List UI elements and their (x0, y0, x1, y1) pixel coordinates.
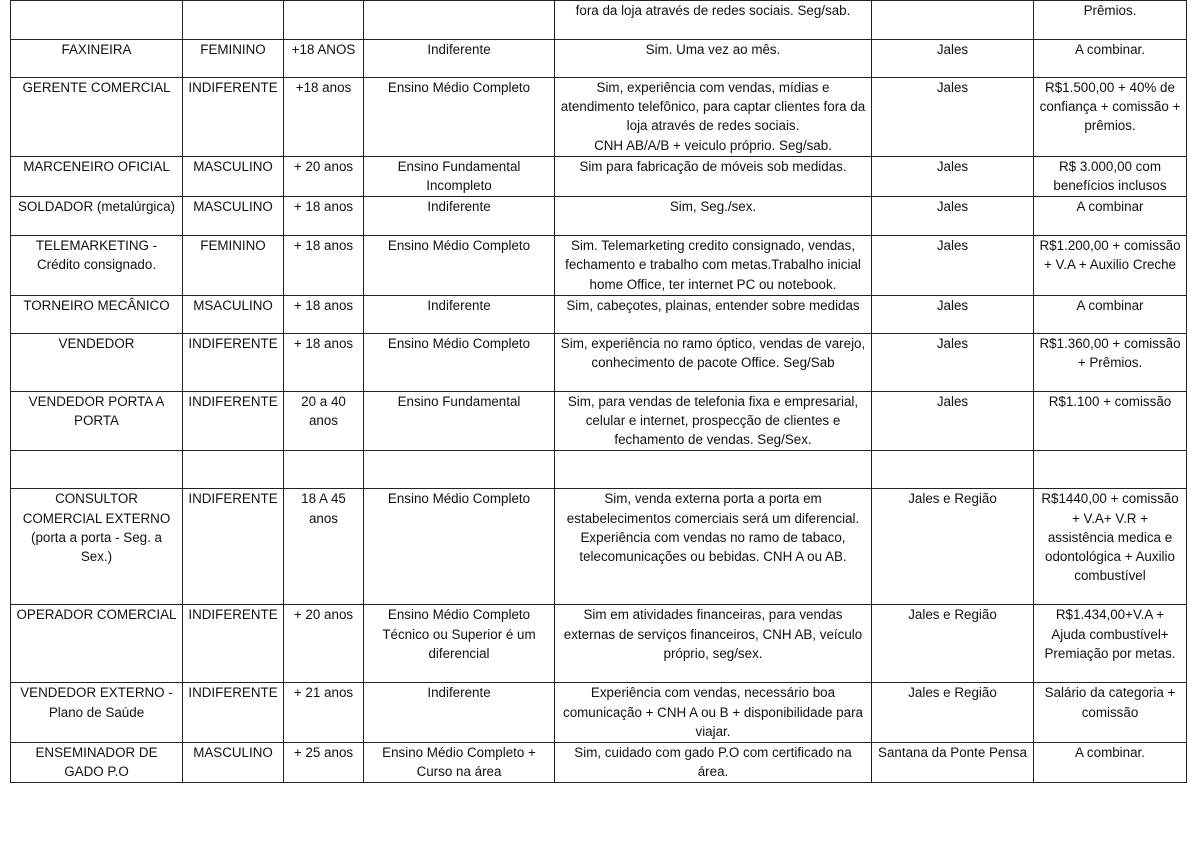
cell-gender: INDIFERENTE (183, 78, 284, 157)
cell-education: Indiferente (364, 683, 555, 743)
cell-location: Jales (872, 40, 1034, 78)
cell-role: FAXINEIRA (11, 40, 183, 78)
cell-salary: R$1.360,00 + comissão + Prêmios. (1034, 333, 1187, 391)
cell-salary: A combinar (1034, 295, 1187, 333)
cell-experience: Sim, cabeçotes, plainas, entender sobre medidas (555, 295, 872, 333)
table-row (11, 197, 1187, 236)
cell-gender (183, 1, 284, 40)
cell-experience: fora da loja através de redes sociais. Seg/sab. (555, 1, 872, 40)
table-row (11, 1, 1187, 40)
table-row (11, 743, 1187, 783)
cell-experience (555, 451, 872, 489)
cell-role: SOLDADOR (metalúrgica) (11, 197, 183, 236)
cell-gender: MASCULINO (183, 197, 284, 236)
cell-education: Ensino Fundamental Incompleto (364, 156, 555, 196)
cell-location: Jales (872, 391, 1034, 451)
table-row-empty (11, 451, 1187, 489)
cell-location: Jales (872, 236, 1034, 296)
cell-salary: R$1440,00 + comissão + V.A+ V.R + assistência medica e odontológica + Auxilio combustível (1034, 489, 1187, 605)
cell-location (872, 1, 1034, 40)
cell-role: CONSULTOR COMERCIAL EXTERNO (porta a porta - Seg. a Sex.) (11, 489, 183, 605)
cell-age (284, 1, 364, 40)
cell-age: + 18 anos (284, 236, 364, 296)
cell-location: Santana da Ponte Pensa (872, 743, 1034, 783)
job-listings-table (10, 0, 1187, 783)
cell-age: + 18 anos (284, 197, 364, 236)
cell-role: VENDEDOR EXTERNO - Plano de Saúde (11, 683, 183, 743)
cell-role: OPERADOR COMERCIAL (11, 605, 183, 683)
table-row (11, 78, 1187, 157)
cell-location (872, 451, 1034, 489)
cell-salary: R$1.100 + comissão (1034, 391, 1187, 451)
table-row (11, 156, 1187, 196)
table-row (11, 605, 1187, 683)
cell-age: + 18 anos (284, 295, 364, 333)
cell-age: + 21 anos (284, 683, 364, 743)
cell-experience: Sim, cuidado com gado P.O com certificado na área. (555, 743, 872, 783)
cell-age: 20 a 40 anos (284, 391, 364, 451)
cell-age (284, 451, 364, 489)
cell-age: 18 A 45 anos (284, 489, 364, 605)
cell-education (364, 1, 555, 40)
cell-experience: Sim em atividades financeiras, para vendas externas de serviços financeiros, CNH AB, veículo próprio, seg/sex. (555, 605, 872, 683)
cell-gender: MASCULINO (183, 743, 284, 783)
cell-age: + 20 anos (284, 605, 364, 683)
cell-gender: MASCULINO (183, 156, 284, 196)
cell-location: Jales e Região (872, 683, 1034, 743)
cell-location: Jales (872, 295, 1034, 333)
cell-experience: Experiência com vendas, necessário boa comunicação + CNH A ou B + disponibilidade para viajar. (555, 683, 872, 743)
cell-education (364, 451, 555, 489)
cell-education: Ensino Médio Completo (364, 78, 555, 157)
cell-education: Ensino Médio Completo (364, 333, 555, 391)
cell-age: + 25 anos (284, 743, 364, 783)
cell-experience: Sim, experiência no ramo óptico, vendas de varejo, conhecimento de pacote Office. Seg/Sab (555, 333, 872, 391)
cell-location: Jales e Região (872, 489, 1034, 605)
cell-education: Indiferente (364, 197, 555, 236)
cell-gender: INDIFERENTE (183, 391, 284, 451)
cell-gender: INDIFERENTE (183, 489, 284, 605)
cell-location: Jales (872, 333, 1034, 391)
cell-location: Jales (872, 156, 1034, 196)
cell-education: Indiferente (364, 40, 555, 78)
table-row (11, 40, 1187, 78)
cell-role: ENSEMINADOR DE GADO P.O (11, 743, 183, 783)
cell-salary: R$1.200,00 + comissão + V.A + Auxilio Creche (1034, 236, 1187, 296)
cell-role (11, 451, 183, 489)
cell-role: TELEMARKETING - Crédito consignado. (11, 236, 183, 296)
table-row (11, 391, 1187, 451)
cell-education: Ensino Médio Completo (364, 236, 555, 296)
cell-experience: Sim. Uma vez ao mês. (555, 40, 872, 78)
table-row (11, 489, 1187, 605)
cell-age: +18 ANOS (284, 40, 364, 78)
cell-salary (1034, 451, 1187, 489)
cell-experience: Sim, para vendas de telefonia fixa e empresarial, celular e internet, prospecção de clientes e fechamento de vendas. Seg/Sex. (555, 391, 872, 451)
cell-gender: FEMININO (183, 236, 284, 296)
cell-age: + 20 anos (284, 156, 364, 196)
cell-gender: FEMININO (183, 40, 284, 78)
cell-salary: Salário da categoria + comissão (1034, 683, 1187, 743)
cell-gender: INDIFERENTE (183, 333, 284, 391)
cell-education: Ensino Fundamental (364, 391, 555, 451)
cell-location: Jales e Região (872, 605, 1034, 683)
table-row (11, 236, 1187, 296)
table-row (11, 295, 1187, 333)
cell-experience: Sim para fabricação de móveis sob medidas. (555, 156, 872, 196)
cell-experience: Sim, venda externa porta a porta em estabelecimentos comerciais será um diferencial. Experiência com vendas no ramo de tabaco, telecomunicações ou bebidas. CNH A ou AB. (555, 489, 872, 605)
cell-education: Ensino Médio Completo + Curso na área (364, 743, 555, 783)
cell-education: Indiferente (364, 295, 555, 333)
cell-salary: A combinar (1034, 197, 1187, 236)
cell-salary: A combinar. (1034, 40, 1187, 78)
cell-location: Jales (872, 78, 1034, 157)
cell-salary: R$1.434,00+V.A + Ajuda combustível+ Premiação por metas. (1034, 605, 1187, 683)
cell-role: MARCENEIRO OFICIAL (11, 156, 183, 196)
cell-salary: R$ 3.000,00 com benefícios inclusos (1034, 156, 1187, 196)
cell-role (11, 1, 183, 40)
table-row (11, 333, 1187, 391)
cell-gender (183, 451, 284, 489)
cell-gender: INDIFERENTE (183, 683, 284, 743)
job-listings-body (11, 1, 1187, 783)
cell-salary: A combinar. (1034, 743, 1187, 783)
cell-role: TORNEIRO MECÂNICO (11, 295, 183, 333)
cell-age: +18 anos (284, 78, 364, 157)
cell-role: VENDEDOR (11, 333, 183, 391)
cell-salary: Prêmios. (1034, 1, 1187, 40)
cell-experience: Sim, Seg./sex. (555, 197, 872, 236)
cell-age: + 18 anos (284, 333, 364, 391)
cell-gender: MSACULINO (183, 295, 284, 333)
cell-salary: R$1.500,00 + 40% de confiança + comissão + prêmios. (1034, 78, 1187, 157)
table-row (11, 683, 1187, 743)
cell-education: Ensino Médio Completo Técnico ou Superior é um diferencial (364, 605, 555, 683)
cell-gender: INDIFERENTE (183, 605, 284, 683)
cell-location: Jales (872, 197, 1034, 236)
cell-role: VENDEDOR PORTA A PORTA (11, 391, 183, 451)
cell-education: Ensino Médio Completo (364, 489, 555, 605)
cell-experience: Sim. Telemarketing credito consignado, vendas, fechamento e trabalho com metas.Trabalho inicial home Office, ter internet PC ou notebook. (555, 236, 872, 296)
cell-role: GERENTE COMERCIAL (11, 78, 183, 157)
cell-experience: Sim, experiência com vendas, mídias e atendimento telefônico, para captar clientes fora da loja através de redes sociais. CNH AB/A/B + veiculo próprio. Seg/sab. (555, 78, 872, 157)
